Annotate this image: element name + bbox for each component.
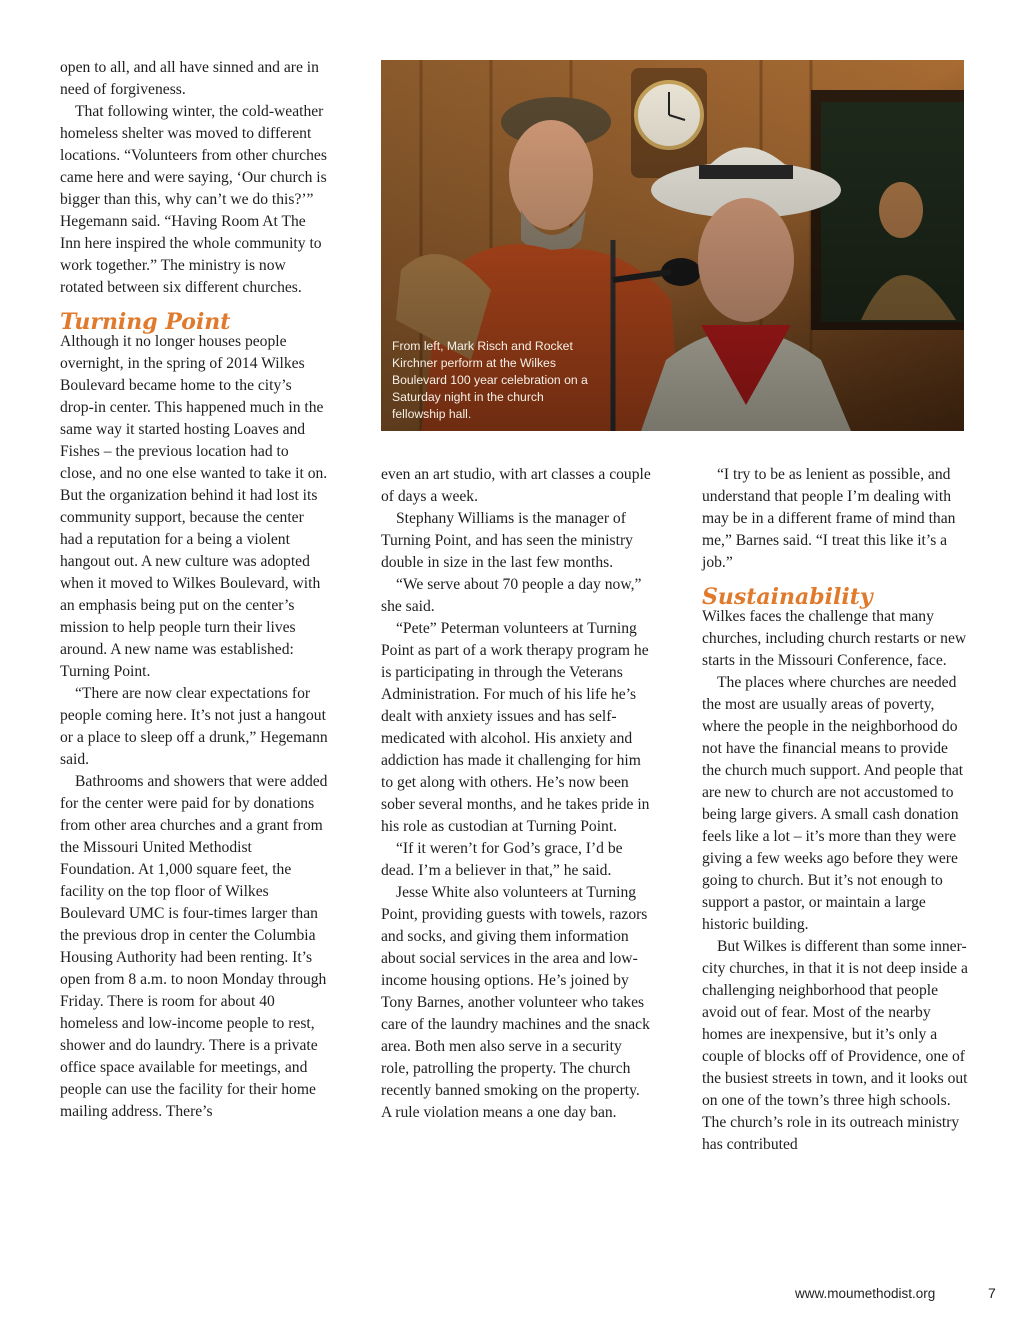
paragraph: “We serve about 70 people a day now,” she said. xyxy=(381,576,642,615)
photo-caption: From left, Mark Risch and Rocket Kirchner perform at the Wilkes Boulevard 100 year celebration on a Saturday night in the church fellowship hall. xyxy=(392,339,588,421)
article-column-3 xyxy=(702,464,970,1156)
paragraph: The places where churches are needed the most are usually areas of poverty, where the people in the neighborhood do not have the financial means to provide the church much support. And people that are new to church are not accustomed to being large givers. A small cash donation feels like a lot – it’s more than they were giving a few weeks ago before they were going to church. But it’s not enough to support a pastor, or maintain a large historic building. xyxy=(702,674,964,933)
footer-website: www.moumethodist.org xyxy=(795,1286,936,1301)
section-heading-turning-point: Turning Point xyxy=(60,309,231,335)
page-number: 7 xyxy=(988,1285,996,1301)
paragraph: Stephany Williams is the manager of Turning Point, and has seen the ministry double in size in the last few months. xyxy=(381,510,633,571)
paragraph: “I try to be as lenient as possible, and understand that people I’m dealing with may be in a different frame of mind than me,” Barnes said. “I treat this like it’s a job.” xyxy=(702,466,956,571)
article-column-2 xyxy=(381,464,651,1124)
paragraph: “Pete” Peterman volunteers at Turning Point as part of a work therapy program he is participating in through the Veterans Administration. For much of his life he’s dealt with anxiety issues and has self-medicated with alcohol. His anxiety and addiction has made it challenging for him to get along with others. He’s now been sober several months, and he takes pride in his role as custodian at Turning Point. xyxy=(381,620,650,835)
paragraph: even an art studio, with art classes a couple of days a week. xyxy=(381,466,651,505)
paragraph: “If it weren’t for God’s grace, I’d be dead. I’m a believer in that,” he said. xyxy=(381,840,623,879)
paragraph: “There are now clear expectations for people coming here. It’s not just a hangout or a place to sleep off a drunk,” Hegemann said. xyxy=(60,685,328,768)
article-column-1 xyxy=(60,57,328,1123)
paragraph: Although it no longer houses people overnight, in the spring of 2014 Wilkes Boulevard became home to the city’s drop-in center. This happened much in the same way it started hosting Loaves and Fishes – the previous location had to close, and no one else wanted to take it on. But the organization behind it had lost its community support, because the center had a reputation for a being a violent hangout out. A new culture was adopted when it moved to Wilkes Boulevard, with an emphasis being put on the center’s mission to help people turn their lives around. A new name was established: Turning Point. xyxy=(60,333,328,680)
performance-photo xyxy=(381,60,964,431)
paragraph: Bathrooms and showers that were added for the center were paid for by donations from other area churches and a grant from the Missouri United Methodist Foundation. At 1,000 square feet, the facility on the top floor of Wilkes Boulevard UMC is four-times larger than the previous drop in center the Columbia Housing Authority had been renting. It’s open from 8 a.m. to noon Monday through Friday. There is room for about 40 homeless and low-income people to rest, shower and do laundry. There is a private office space available for meetings, and people can use the facility for their home mailing address. There’s xyxy=(60,773,328,1120)
paragraph: But Wilkes is different than some inner-city churches, in that it is not deep inside a challenging neighborhood that people avoid out of fear. Most of the nearby homes are inexpensive, but it’s only a couple of blocks off of Providence, one of the busiest streets in town, and it looks out on one of the town’s three high schools. The church’s role in its outreach ministry has contributed xyxy=(702,938,968,1153)
section-heading-sustainability: Sustainability xyxy=(702,584,873,610)
paragraph: Jesse White also volunteers at Turning Point, providing guests with towels, razors and socks, and giving them information about social services in the area and low-income housing options. He’s joined by Tony Barnes, another volunteer who takes care of the laundry machines and the snack area. Both men also serve in a security role, patrolling the property. The church recently banned smoking on the property. A rule violation means a one day ban. xyxy=(381,884,650,1121)
paragraph: Wilkes faces the challenge that many churches, including church restarts or new starts in the Missouri Conference, face. xyxy=(702,608,967,669)
paragraph: That following winter, the cold-weather homeless shelter was moved to different locations. “Volunteers from other churches came here and were saying, ‘Our church is bigger than this, why can’t we do this?’” Hegemann said. “Having Room At The Inn here inspired the whole community to work together.” The ministry is now rotated between six different churches. xyxy=(60,103,327,296)
paragraph: open to all, and all have sinned and are in need of forgiveness. xyxy=(60,59,319,98)
